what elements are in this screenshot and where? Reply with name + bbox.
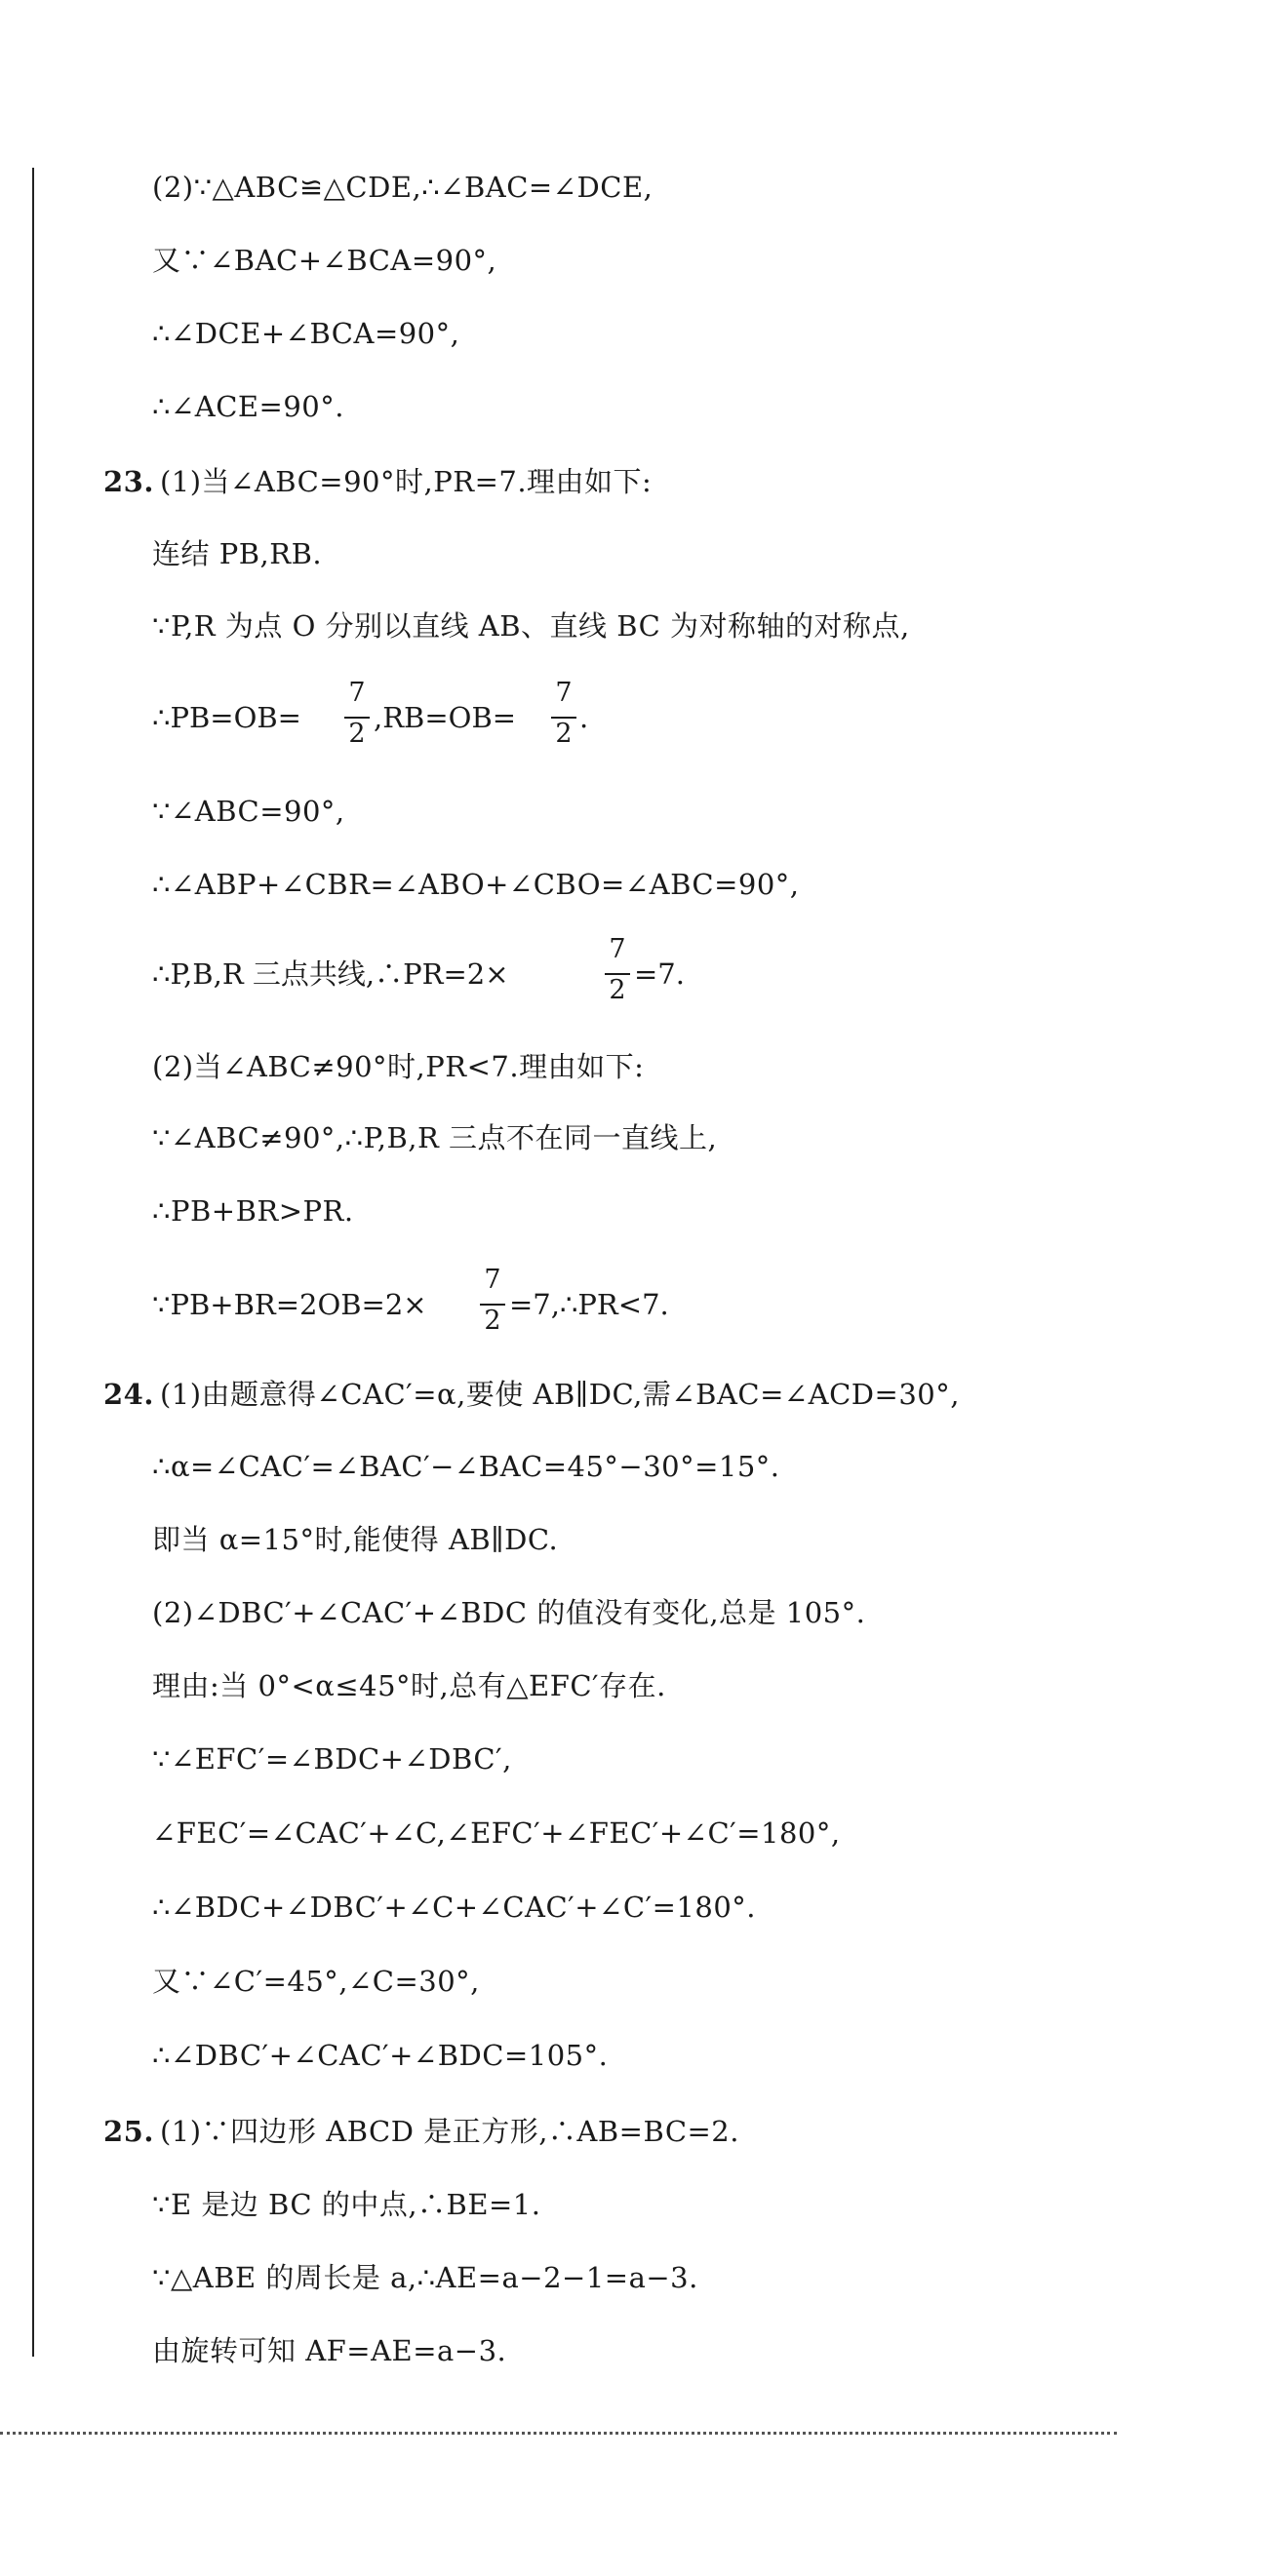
text-line: ∴∠ABP+∠CBR=∠ABO+∠CBO=∠ABC=90°, [152,868,800,901]
text-segment: ∴P,B,R 三点共线,∴PR=2× [152,957,509,991]
text-line: ∴∠DBC′+∠CAC′+∠BDC=105°. [152,2039,609,2072]
text-line: ∴α=∠CAC′=∠BAC′−∠BAC=45°−30°=15°. [152,1450,780,1483]
left-margin-rule [32,168,34,2357]
text-line: ∵∠ABC≠90°,∴P,B,R 三点不在同一直线上, [152,1121,718,1154]
text-line: ∵△ABE 的周长是 a,∴AE=a−2−1=a−3. [152,2261,698,2294]
text-line: 又∵∠BAC+∠BCA=90°, [152,244,497,277]
fraction-denominator: 2 [484,1306,501,1336]
text-line: ∠FEC′=∠CAC′+∠C,∠EFC′+∠FEC′+∠C′=180°, [152,1816,841,1850]
text-line: ∵∠ABC=90°, [152,795,345,828]
text-line: ∴∠ACE=90°. [152,390,344,423]
fraction-seven-halves [551,678,576,756]
question-number: 25. [103,2115,154,2148]
text-line: ∵E 是边 BC 的中点,∴BE=1. [152,2188,541,2221]
fraction-numerator: 7 [555,678,573,708]
fraction-seven-halves [480,1265,505,1343]
bottom-dotted-divider [0,2432,1117,2435]
text-line: ∵P,R 为点 O 分别以直线 AB、直线 BC 为对称轴的对称点, [152,609,910,643]
question-number: 24. [103,1378,154,1411]
text-line: 连结 PB,RB. [152,537,323,570]
fraction-numerator: 7 [348,678,366,708]
text-line: (2)当∠ABC≠90°时,PR<7.理由如下: [152,1050,645,1083]
text-segment: ,RB=OB= [374,701,517,734]
text-line: 又∵∠C′=45°,∠C=30°, [152,1965,480,1998]
text-line: ∵∠EFC′=∠BDC+∠DBC′, [152,1742,512,1776]
question-number: 23. [103,465,154,498]
text-line: ∴∠DCE+∠BCA=90°, [152,317,460,350]
question-25-line [103,2112,739,2151]
text-segment: ∵PB+BR=2OB=2× [152,1288,427,1321]
text-line: (2)∠DBC′+∠CAC′+∠BDC 的值没有变化,总是 105°. [152,1596,866,1629]
fraction-seven-halves [344,678,370,756]
text-segment: (1)由题意得∠CAC′=α,要使 AB∥DC,需∠BAC=∠ACD=30°, [159,1378,960,1411]
text-segment: (1)当∠ABC=90°时,PR=7.理由如下: [159,465,653,498]
text-line: 即当 α=15°时,能使得 AB∥DC. [152,1523,559,1556]
fraction-denominator: 2 [609,975,626,1005]
fraction-seven-halves [605,934,630,1012]
text-line: 由旋转可知 AF=AE=a−3. [152,2334,507,2367]
text-segment: =7,∴PR<7. [509,1288,669,1321]
text-segment: ∴PB=OB= [152,701,301,734]
text-line: 理由:当 0°<α≤45°时,总有△EFC′存在. [152,1669,666,1702]
text-line: ∴PB+BR>PR. [152,1194,354,1228]
fraction-numerator: 7 [484,1265,501,1295]
fraction-numerator: 7 [609,934,626,964]
text-line: (2)∵△ABC≌△CDE,∴∠BAC=∠DCE, [152,171,654,204]
text-segment: . [579,701,589,734]
question-24-line [103,1375,960,1414]
text-segment: (1)∵四边形 ABCD 是正方形,∴AB=BC=2. [159,2115,739,2148]
text-segment: =7. [634,957,685,991]
question-23-line [103,462,652,501]
text-line: ∴∠BDC+∠DBC′+∠C+∠CAC′+∠C′=180°. [152,1891,757,1924]
fraction-denominator: 2 [555,719,573,749]
fraction-denominator: 2 [348,719,366,749]
